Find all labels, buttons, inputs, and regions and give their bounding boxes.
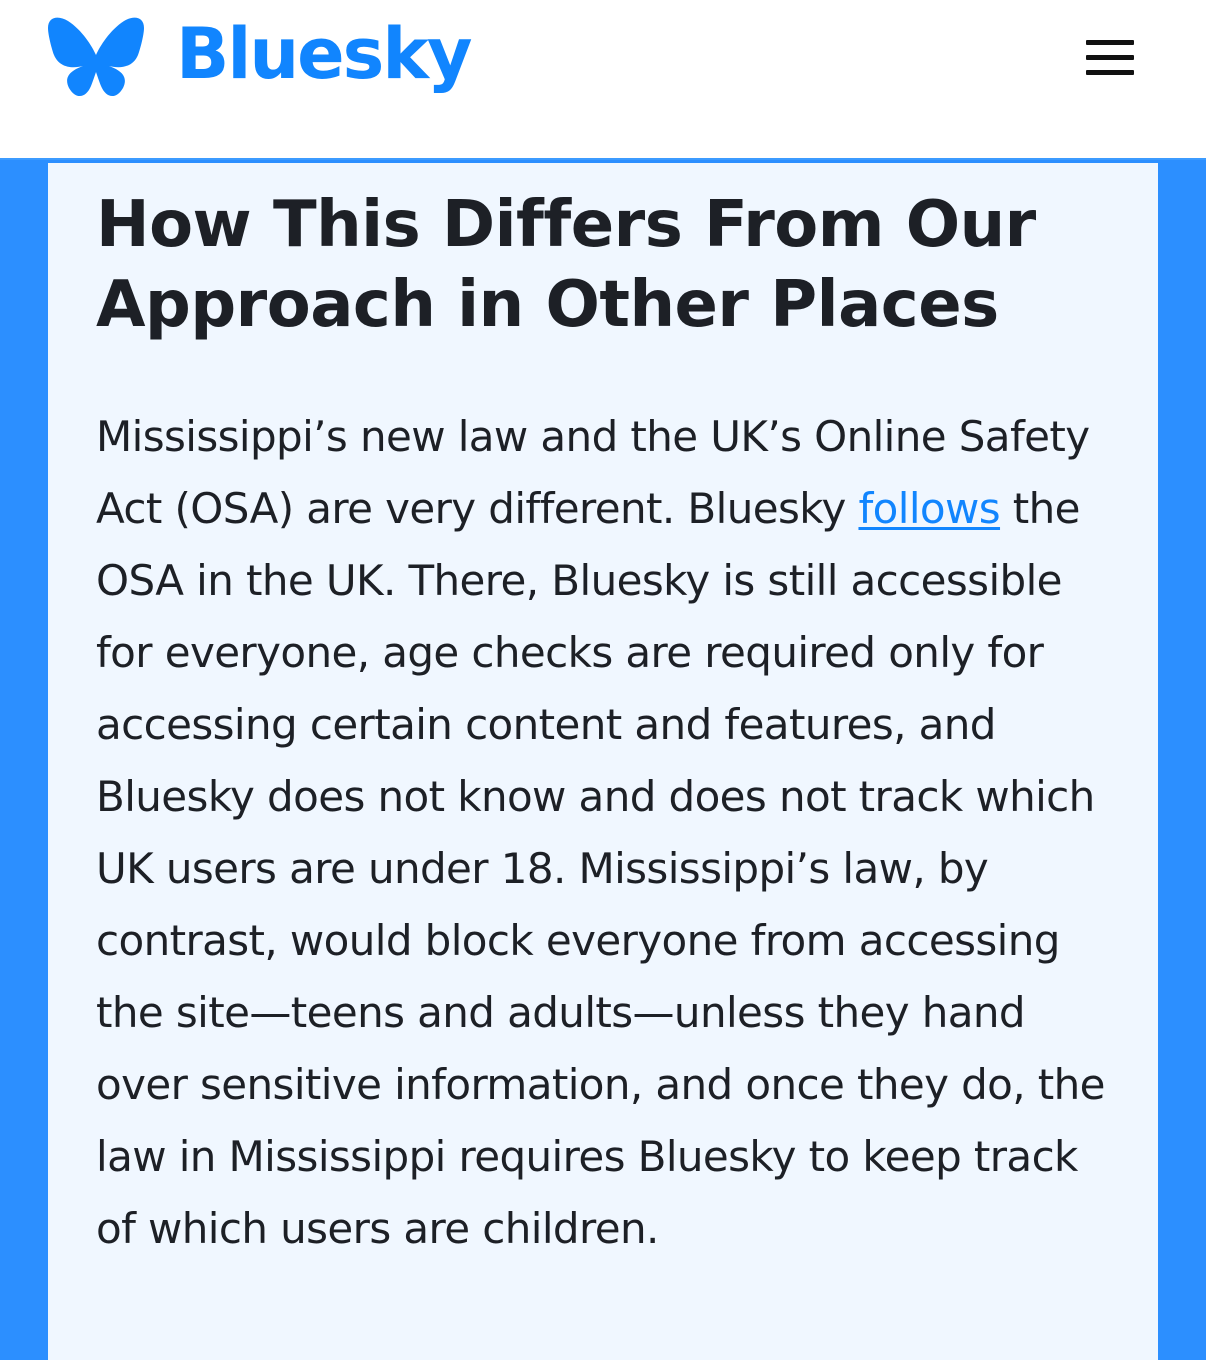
content-card xyxy=(48,163,1158,1360)
menu-button[interactable] xyxy=(1080,36,1140,80)
home-logo-link[interactable] xyxy=(46,14,471,102)
brand-name: Bluesky xyxy=(176,13,471,95)
section-heading xyxy=(96,185,1136,345)
butterfly-icon xyxy=(46,14,146,102)
heading-line-1: How This Differs From Our xyxy=(96,188,1036,262)
paragraph-text-start: Mississippi’s new law and the UK’s Online Safety Act (OSA) are very different. Bluesky xyxy=(96,412,1090,533)
site-header xyxy=(0,0,1206,160)
article-paragraph xyxy=(96,401,1126,1265)
paragraph-text-end: the OSA in the UK. There, Bluesky is still accessible for everyone, age checks are required only for accessing certain content and features, and Bluesky does not know and does not track which UK users are under 18. Mississippi’s law, by contrast, would block everyone from accessing the site—teens and adults—unless they hand over sensitive information, and once they do, the law in Mississippi requires Bluesky to keep track of which users are children. xyxy=(96,484,1105,1253)
follows-link[interactable]: follows xyxy=(858,484,1001,533)
heading-line-2: Approach in Other Places xyxy=(96,268,999,342)
